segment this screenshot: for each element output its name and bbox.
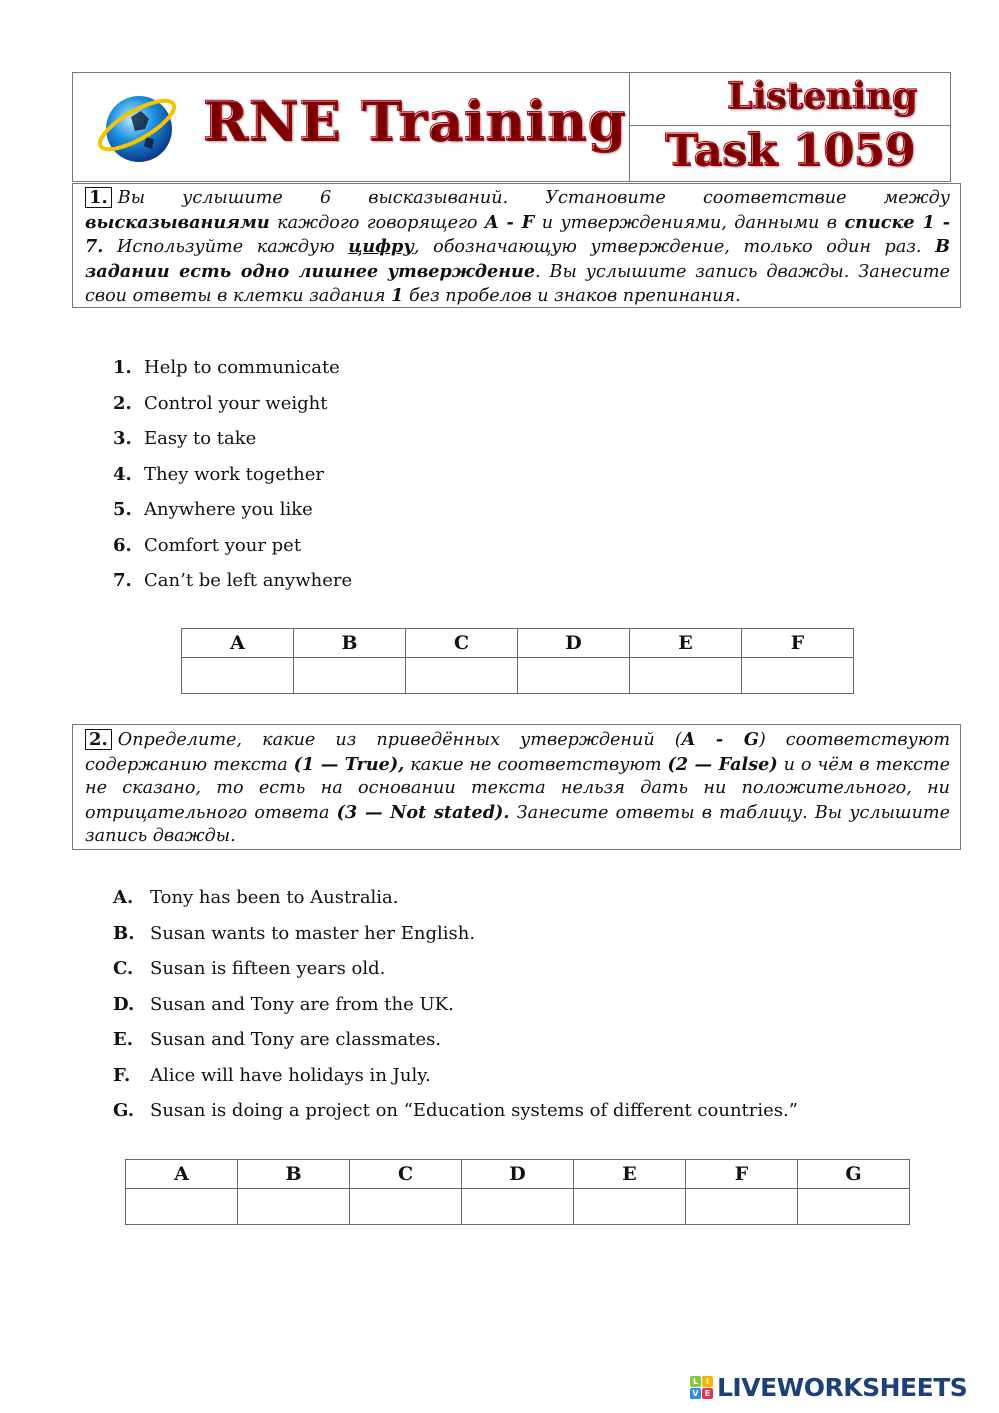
answer-cell-b[interactable] [238, 1189, 350, 1225]
instruction-segment: A - F [484, 211, 535, 233]
liveworksheets-logo [690, 1373, 967, 1402]
answer-cell-e[interactable] [574, 1189, 686, 1225]
column-header: E [574, 1160, 686, 1189]
statement-item [113, 922, 798, 958]
statement-text: Alice will have holidays in July. [150, 1064, 431, 1086]
statement-text: Anywhere you like [144, 499, 313, 520]
statement-marker: C. [113, 958, 134, 979]
logo-letter: L [690, 1376, 701, 1387]
task1-answer-table [181, 628, 854, 694]
instruction-segment: без пробелов и знаков препинания. [403, 286, 741, 307]
statement-item [113, 957, 798, 993]
instruction-segment: высказываниями [85, 211, 270, 233]
instruction-segment: Вы услышите 6 высказываний. Установите соответствие между [117, 188, 950, 208]
instruction-segment: какие не соответствуют [404, 754, 668, 775]
instruction-segment: ) соответствуют содержанию текста [85, 730, 950, 775]
statement-item [113, 534, 352, 570]
task2-instruction [72, 724, 961, 850]
logo-letter: E [702, 1388, 713, 1399]
column-header: G [798, 1160, 910, 1189]
column-header: E [630, 629, 742, 658]
statement-marker: 1. [113, 357, 132, 378]
table-header-row [126, 1160, 910, 1189]
worksheet-header [72, 72, 951, 182]
column-header: B [294, 629, 406, 658]
task1-statement-list [113, 356, 352, 605]
answer-cell-d[interactable] [518, 658, 630, 694]
statement-text: Susan and Tony are classmates. [150, 1029, 442, 1050]
answer-cell-f[interactable] [686, 1189, 798, 1225]
answer-cell-a[interactable] [126, 1189, 238, 1225]
section-label: Listening [693, 75, 951, 117]
statement-text: Tony has been to Australia. [150, 887, 399, 908]
statement-text: Susan and Tony are from the UK. [150, 993, 454, 1015]
statement-text: Susan is doing a project on “Education systems of different countries.” [150, 1100, 798, 1121]
column-header: A [182, 629, 294, 658]
answer-cell-a[interactable] [182, 658, 294, 694]
statement-marker: 4. [113, 463, 132, 485]
instruction-segment: цифру [348, 236, 414, 258]
task-number: Task 1059 [629, 125, 951, 176]
task2-statement-list [113, 886, 798, 1135]
live-blocks-icon [690, 1376, 713, 1399]
statement-marker: A. [113, 887, 134, 908]
brand-title: RNE Training [203, 89, 627, 153]
instruction-segment: (1 — True), [293, 753, 405, 775]
statement-item [113, 886, 798, 922]
statement-item [113, 498, 352, 534]
statement-marker: B. [113, 922, 135, 944]
task1-instruction [72, 183, 961, 308]
answer-cell-f[interactable] [742, 658, 854, 694]
statement-marker: E. [113, 1029, 133, 1050]
column-header: F [742, 629, 854, 658]
column-header: C [406, 629, 518, 658]
statement-item [113, 569, 352, 605]
statement-item [113, 392, 352, 428]
statement-item [113, 1064, 798, 1100]
answer-cell-e[interactable] [630, 658, 742, 694]
instruction-segment: A - G [681, 729, 759, 750]
statement-item [113, 993, 798, 1029]
instruction-segment: Определите, какие из приведённых утверждений ( [117, 730, 682, 750]
brand-name: LIVEWORKSHEETS [717, 1373, 968, 1402]
column-header: B [238, 1160, 350, 1189]
instruction-segment: . Вы услышите запись дважды. Занесите свои ответы в клетки задания [85, 261, 951, 307]
statement-item [113, 1099, 798, 1135]
statement-text: Susan wants to master her English. [150, 922, 476, 944]
answer-cell-g[interactable] [798, 1189, 910, 1225]
column-header: D [518, 629, 630, 658]
instruction-segment: Занесите ответы в таблицу. Вы услышите запись дважды. [85, 802, 951, 847]
logo-letter: V [690, 1388, 701, 1399]
instruction-segment: В задании есть одно лишнее утверждение [85, 236, 951, 282]
column-header: A [126, 1160, 238, 1189]
statement-text: Easy to take [144, 428, 257, 449]
column-header: C [350, 1160, 462, 1189]
statement-text: Comfort your pet [144, 534, 302, 556]
answer-cell-d[interactable] [462, 1189, 574, 1225]
answer-cell-c[interactable] [350, 1189, 462, 1225]
task2-number: 2. [85, 729, 112, 750]
statement-marker: 6. [113, 534, 132, 556]
logo-letter: I [702, 1376, 713, 1387]
instruction-segment: и утверждениями, данными в [534, 212, 845, 233]
column-header: D [462, 1160, 574, 1189]
instruction-segment: 1 [391, 285, 404, 307]
instruction-segment: Используйте каждую [103, 237, 349, 258]
statement-marker: 3. [113, 428, 132, 449]
answer-cell-c[interactable] [406, 658, 518, 694]
statement-text: Can’t be left anywhere [144, 570, 353, 591]
statement-marker: 7. [113, 570, 132, 591]
globe-logo-icon [91, 87, 185, 167]
instruction-segment: каждого говорящего [269, 212, 485, 233]
instruction-segment: (2 — False) [667, 753, 778, 775]
instruction-segment: списке 1 - 7. [85, 211, 951, 258]
instruction-segment: (3 — Not stated). [336, 801, 510, 823]
statement-marker: 5. [113, 499, 132, 520]
task1-number: 1. [85, 187, 112, 208]
statement-item [113, 356, 352, 392]
statement-text: Susan is fifteen years old. [150, 958, 386, 979]
instruction-segment: , обозначающую утверждение, только один раз. [413, 237, 936, 258]
column-header: F [686, 1160, 798, 1189]
instruction-segment: и о чём в тексте не сказано, то есть на основании текста нельзя дать ни положительного, ни отрицательного ответа [85, 754, 951, 823]
statement-text: Control your weight [144, 392, 328, 414]
answer-row [182, 658, 854, 694]
statement-text: They work together [144, 463, 324, 485]
table-header-row [182, 629, 854, 658]
answer-cell-b[interactable] [294, 658, 406, 694]
statement-text: Help to communicate [144, 357, 340, 378]
statement-marker: D. [113, 993, 135, 1015]
statement-item [113, 427, 352, 463]
statement-marker: F. [113, 1064, 131, 1086]
statement-item [113, 1028, 798, 1064]
statement-item [113, 463, 352, 499]
task2-answer-table [125, 1159, 910, 1225]
statement-marker: 2. [113, 392, 132, 414]
statement-marker: G. [113, 1100, 134, 1121]
answer-row [126, 1189, 910, 1225]
